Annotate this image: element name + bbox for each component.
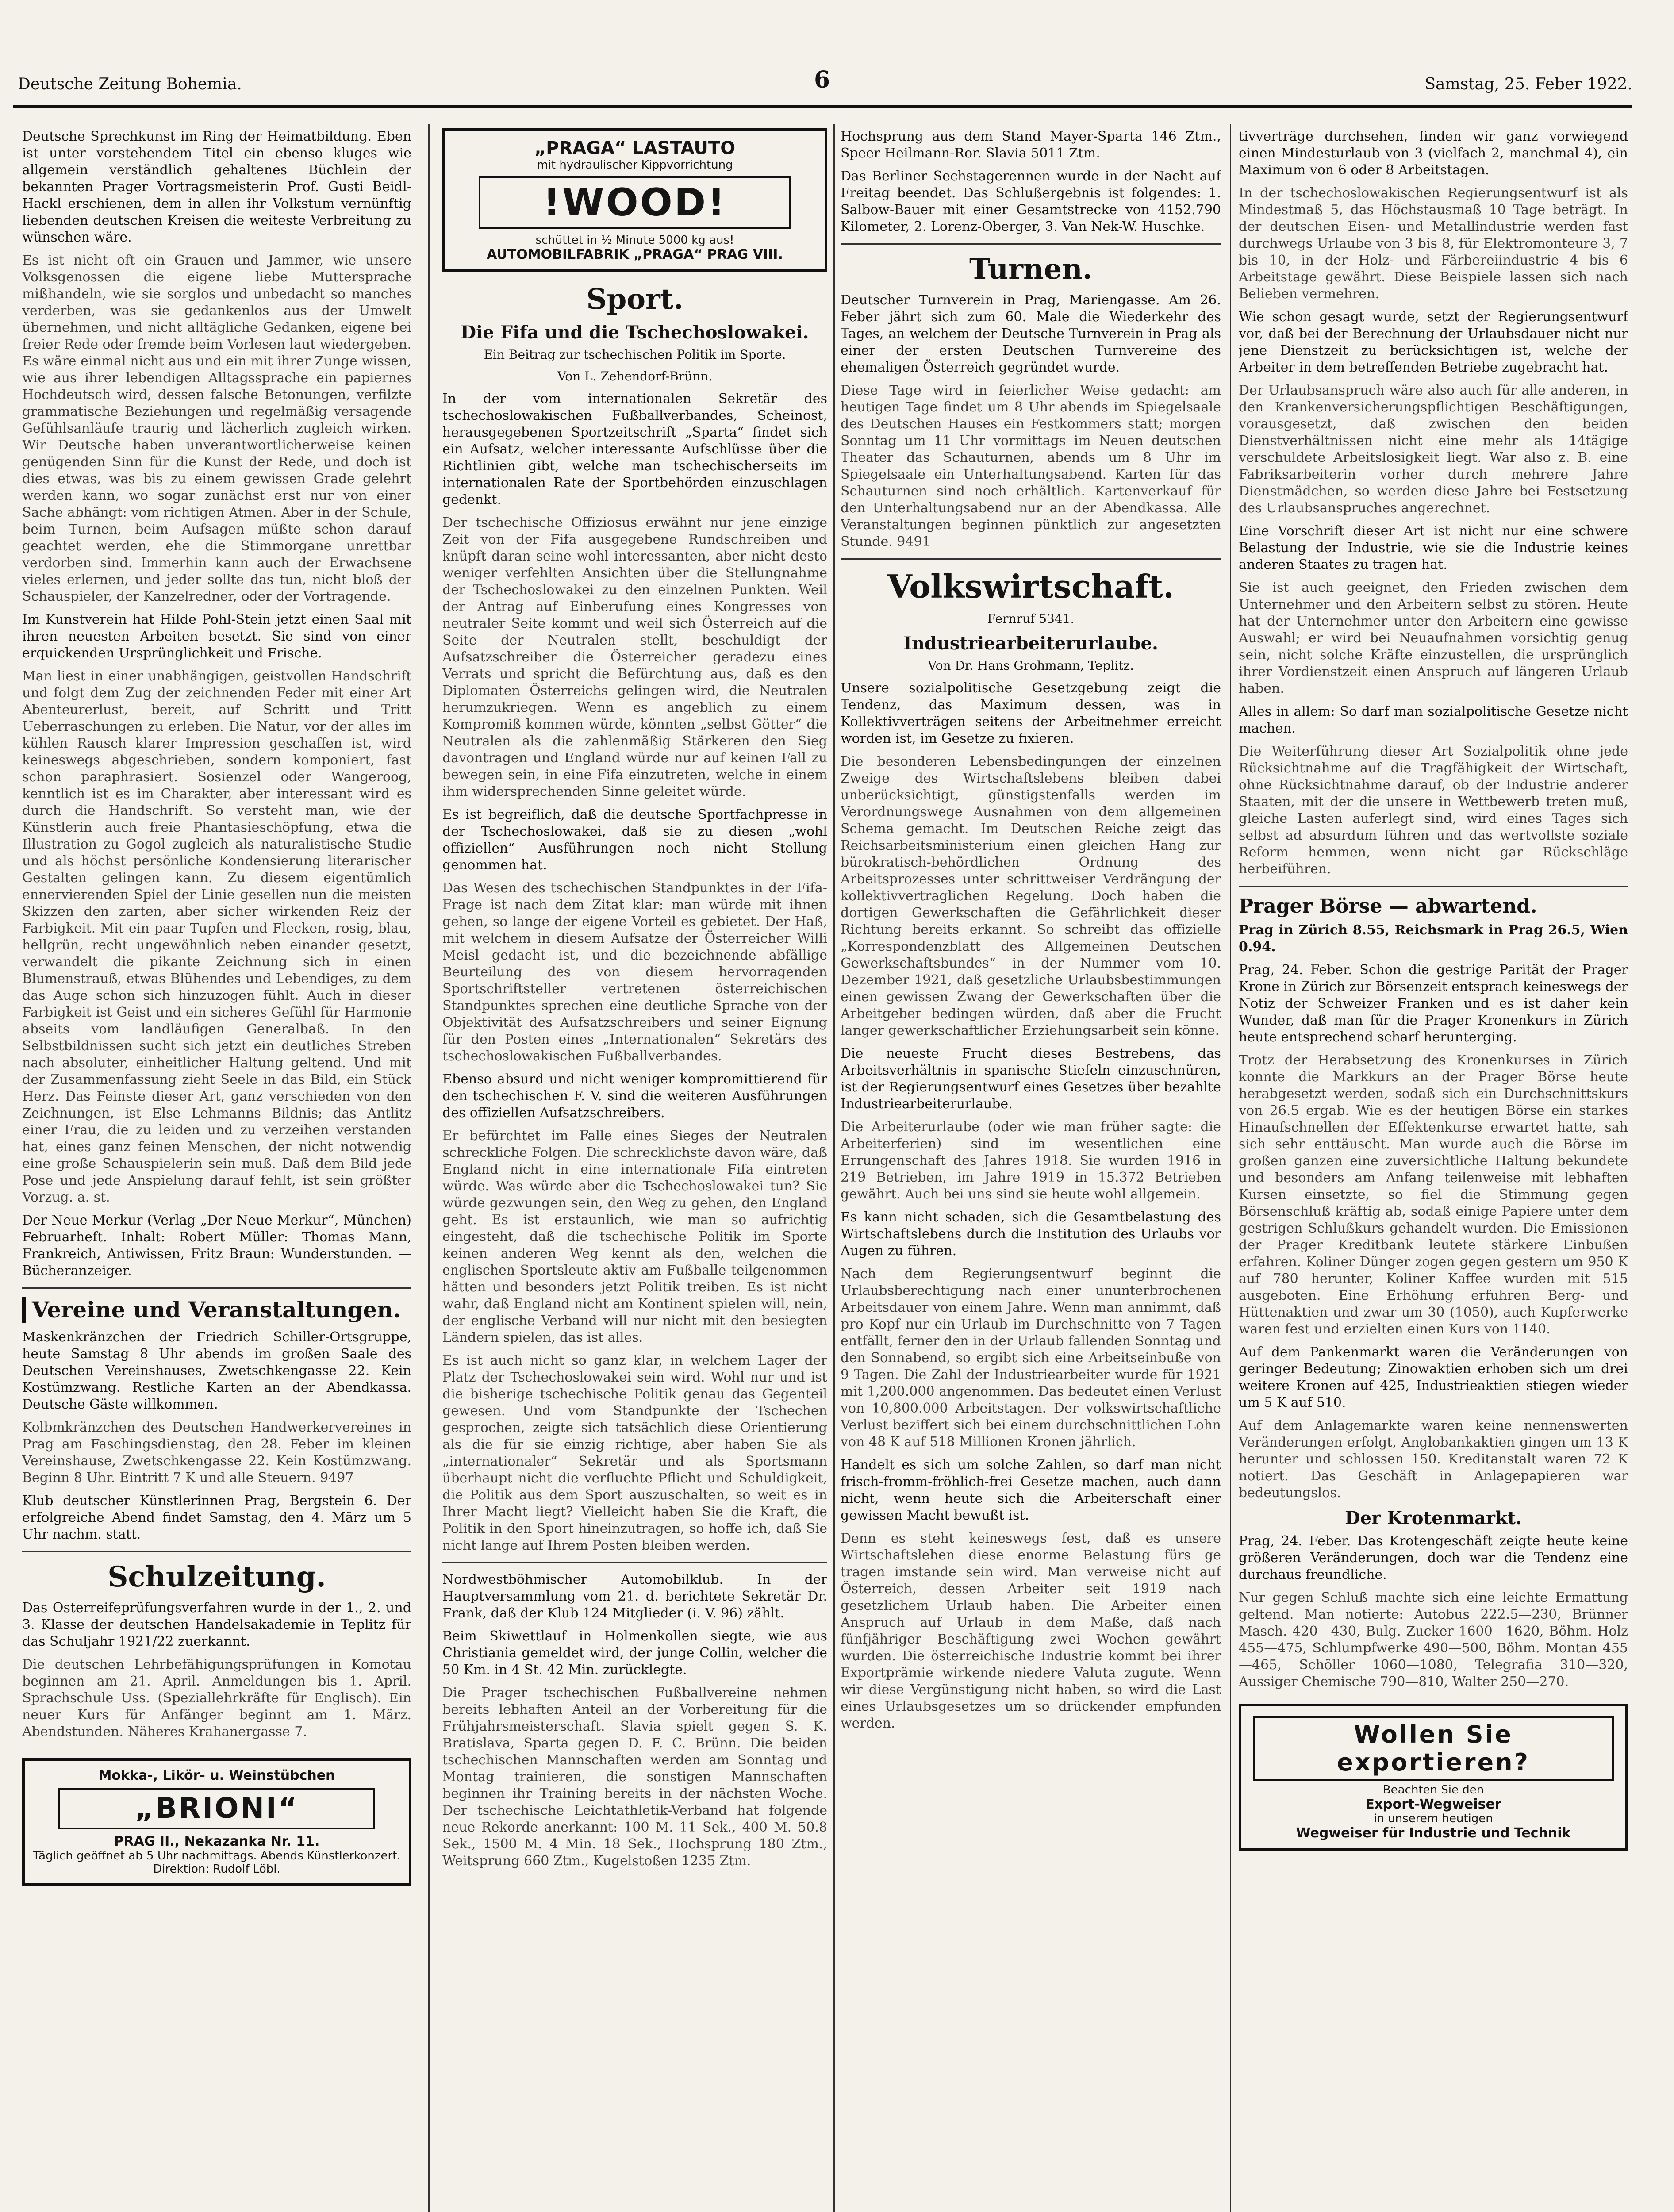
notice-sport-misc: Die Prager tschechischen Fußballvereine nehmen bereits lebhaften Anteil an der Vorbereitung für die Frühjahrsmeisterschaft. Slavia spielt gegen S. K. Bratislava, Sparta gegen D. F. C. Brünn. Die beiden tschechischen Mannschaften werden am Sonntag und Montag trainieren, die sonstigen Mannschaften beginnen ihr Training bereits in der nächsten Woche. Der tschechische Leichtathletik-Verband hat folgende neue Rekorde anerkannt: 100 M. 11 Sek., 400 M. 50.8 Sek., 1500 M. 4 Min. 18 Sek., Hochsprung 180 Ztm., Weitsprung 660 Ztm., Kugelstoßen 1235 Ztm.: [442, 1685, 827, 1869]
ad-praga-title: „PRAGA“ LASTAUTO: [534, 138, 736, 158]
section-head-turnen: Turnen.: [969, 253, 1093, 286]
article-urlaube-byline: Von Dr. Hans Grohmann, Teplitz.: [928, 658, 1134, 673]
article-urlaube-p2: Die neueste Frucht dieses Bestrebens, das Arbeitsverhältnis in spanische Stiefeln einzuschnüren, ist der Regierungsentwurf eines Gesetzes über bezahlte Industriearbeiterurlaube.: [841, 1046, 1221, 1112]
ad-brioni: [22, 1758, 411, 1886]
section-divider: [22, 1287, 411, 1289]
column-divider: [833, 124, 835, 2212]
article-fifa-cont3: Er befürchtet im Falle eines Sieges der Neutralen schreckliche Folgen. Die schrecklichste davon wäre, daß England nicht in eine internationale Fifa eintreten würde. Was würde aber die Tschechoslowakei tun? Sie würde gezwungen sein, den Weg zu gehen, den England geht. Es ist erstaunlich, wie man so aufrichtig eingesteht, daß die tschechische Politik im Sporte keinen anderen Weg kennt als den, welchen die englischen Sportsleute aktiv am Fußballe teilgenommen hätten und besonders jetzt Politik treiben. Es ist nicht wahr, daß England nicht am Kontinent spielen will, nein, der englische Verband will nur nicht mit den besiegten Ländern spielen, das ist alles.: [442, 1128, 827, 1345]
article-kunstverein-cont: Man liest in einer unabhängigen, geistvollen Handschrift und folgt dem Zug der zeichnenden Feder mit einer Art Abenteurerlust, bereit, auf Schritt und Tritt Ueberraschungen zu erleben. Die Natur, vor der alles im kühlen Rausch klarer Impression geschaffen ist, wird keineswegs abgeschrieben, sondern komponiert, fast schon paraphrasiert. Sosienzel oder Wangeroog, kenntlich ist es im Charakter, aber interessant wird es durch die Handschrift. So versteht man, wie der Künstlerin auch freie Phantasieschöpfung, etwa die Illustration zu Gogol zugleich als naturalistische Studie und als höchst persönliche Kondensierung literarischer Gestalten gelingen kann. Zu diesem eigentümlich ennervierenden Spiel der Linie gesellen nun die meisten Skizzen den zarten, aber sicher wirkenden Reiz der Farbigkeit. Mit ein paar Tupfen und Flecken, rosig, blau, hellgrün, recht ungewöhnlich neben einander gesetzt, verwandelt die pikante Zeichnung sich in einen Blumenstrauß, etwas Blühendes und Lebendiges, zu dem das Auge schon sich hinzuzogen fühlt. Auch in dieser Farbigkeit ist Geist und ein sicheres Gefühl für Harmonie abseits vom landläufigen Generalbaß. In den Selbstbildnissen sucht sich jetzt ein deutliches Streben nach absoluter, einheitlicher Haltung geltend. Und mit der Zusammenfassung zieht Seele in das Bild, ein Stück Herz. Das Feinste dieser Art, ganz verschieden von den Zeichnungen, ist Else Lehmanns Bildnis; das Antlitz einer Frau, die zu leiden und zu verzeihen verstanden hat, eines ganz feinen Menschen, der nicht notwendig eine große Schauspielerin sein muß. Daß dem Bild jede Pose und jede Anspielung darauf fehlt, ist sein größter Vorzug. a. st.: [22, 668, 411, 1205]
article-turnverein-cont: Diese Tage wird in feierlicher Weise gedacht: am heutigen Tage findet um 8 Uhr abends im Spiegelsaale des Deutschen Hauses ein Festkommers statt; morgen Sonntag um 11 Uhr vormittags im Neuen deutschen Theater das Schauturnen, abends um 8 Uhr im Spiegelsaale ein Unterhaltungsabend. Karten für das Schauturnen sind noch erhältlich. Kartenverkauf für den Unterhaltungsabend nur an der Abendkassa. Alle Veranstaltungen beginnen pünktlich zur angesetzten Stunde. 9491: [841, 383, 1221, 549]
notice-komotau: Die deutschen Lehrbefähigungsprüfungen in Komotau beginnen am 21. April. Anmeldungen bis 1. April. Sprachschule Uss. (Speziallehrkräfte für Englisch). Ein neuer Kurs für Anfänger beginnt am 1. März. Abendstunden. Näheres Krahanergasse 7.: [22, 1657, 411, 1740]
article-kunstverein: Im Kunstverein hat Hilde Pohl-Stein jetzt einen Saal mit ihren neuesten Arbeiten besetzt. Sie sind von einer erquickenden Ursprünglichkeit und Frische.: [22, 612, 411, 661]
article-boerse-lead: Prag in Zürich 8.55, Reichsmark in Prag 26.5, Wien 0.94.: [1239, 922, 1628, 955]
article-turnverein: Deutscher Turnverein in Prag, Mariengasse. Am 26. Feber jährt sich zum 60. Male die Wiederkehr des Tages, an welchem der Deutsche Turnverein in Prag als einer der ersten Deutschen Turnvereine des ehemaligen Österreich gegründet wurde.: [841, 292, 1221, 375]
article-fifa-byline: Von L. Zehendorf-Brünn.: [557, 369, 713, 384]
ad-export-l4: in unserem heutigen: [1374, 1812, 1493, 1825]
article-urlaube-p8: Alles in allem: So darf man sozialpolitische Gesetze nicht machen.: [1239, 704, 1628, 736]
header-rule: [13, 105, 1632, 108]
article-urlaube-p6: Wie schon gesagt wurde, setzt der Regierungsentwurf vor, daß bei der Berechnung der Urlaubsdauer nicht nur jene Dienstzeit zu berücksichtigen ist, welche der Arbeiter in dem betreffenden Betriebe zugebracht hat.: [1239, 309, 1628, 375]
section-divider: [841, 243, 1221, 245]
article-fifa-cont4: Es ist auch nicht so ganz klar, in welchem Lager der Platz der Tschechoslowakei sein wird. Wohl nur und ist die bisherige tschechische Politik genau das Gegenteil gewesen. Und vom Standpunkte der Tschechen gesprochen, zeigte sich tatsächlich diese Orientierung als die für sie einzig richtige, aber haben Sie als „internationaler“ Sekretär und als Sportsmann überhaupt nicht die verfluchte Pflicht und Schuldigkeit, die Politik aus dem Sport auszuschalten, so weit es in Ihrer Macht liegt? Vielleicht haben Sie die Kraft, die Politik in den Sport hineinzutragen, so hoffe ich, daß Sie nicht lange auf Ihrem Posten bleiben werden.: [442, 1353, 827, 1553]
ad-brioni-address: PRAG II., Nekazanka Nr. 11.: [114, 1834, 320, 1849]
article-urlaube-cont8: Die Weiterführung dieser Art Sozialpolitik ohne jede Rücksichtnahme auf die Tragfähigkeit der Wirtschaft, ohne Rücksichtnahme darauf, ob der Industrie anderer Staaten, mit der die unsere in Wettbewerb treten muß, gleiche Lasten auferlegt sind, wird eines Tages sich selbst ad absurdum führen und das wertvollste soziale Reform hemmen, wenn nicht gar Rückschläge herbeiführen.: [1239, 744, 1628, 877]
ad-praga-claim: schüttet in ½ Minute 5000 kg aus!: [535, 234, 734, 247]
article-urlaube-p5: tivverträge durchsehen, finden wir ganz vorwiegend einen Mindesturlaub von 3 (vielfach 2, manchmal 4), ein Maximum von 6 oder 8 Arbeitstagen.: [1239, 129, 1628, 178]
ad-praga-subtitle: mit hydraulischer Kippvorrichtung: [537, 158, 733, 172]
article-urlaube-p7: Eine Vorschrift dieser Art ist nicht nur eine schwere Belastung der Industrie, wie sie die Industrie keines anderen Staates zu tragen hat.: [1239, 523, 1628, 572]
section-divider: [442, 1562, 827, 1563]
notice-handelsakademie: Das Osterreifeprüfungsverfahren wurde in der 1., 2. und 3. Klasse der deutschen Handelsakademie in Teplitz für das Schuljahr 1921/22 zuerkannt.: [22, 1600, 411, 1649]
column-1: [22, 128, 411, 2212]
column-2: [442, 128, 827, 2212]
masthead-left: Deutsche Zeitung Bohemia.: [18, 75, 242, 93]
article-krone-title: Der Krotenmarkt.: [1344, 1508, 1522, 1528]
notice-kuenstlerinnen: Klub deutscher Künstlerinnen Prag, Bergstein 6. Der erfolgreiche Abend findet Samstag, den 4. März um 5 Uhr nachm. statt.: [22, 1493, 411, 1542]
article-fifa-p1: In der vom internationalen Sekretär des tschechoslowakischen Fußballverbandes, Scheinost, herausgegebenen Sportzeitschrift „Sparta“ findet sich ein Aufsatz, welcher interessante Aufschlüsse über die Richtlinien gibt, welche man tschechischerseits im internationalen Rate der Sportbehörden einzuschlagen gedenkt.: [442, 391, 827, 507]
article-boerse-title: Prager Börse — abwartend.: [1239, 895, 1537, 918]
section-divider: [1239, 886, 1628, 887]
article-hochsprung: Hochsprung aus dem Stand Mayer-Sparta 146 Ztm., Speer Heilmann-Ror. Slavia 5011 Ztm.: [841, 129, 1221, 161]
column-divider: [1230, 124, 1231, 2212]
article-urlaube-p4: Handelt es sich um solche Zahlen, so darf man nicht frisch-fromm-fröhlich-frei Gesetze machen, auch dann nicht, wenn heute sich die Arbeiterschaft einer gewissen Macht bewußt ist.: [841, 1457, 1221, 1523]
article-sprechkunst-cont: Es ist nicht oft ein Grauen und Jammer, wie unsere Volksgenossen die eigene liebe Muttersprache mißhandeln, wie sie sorglos und unbedacht so manches verderben, was sie gedankenlos aus der Umwelt übernehmen, und nicht alltägliche Gedanken, eigene bei freier Rede oder fremde beim Vorlesen laut wiedergeben. Es wäre einmal nicht aus und ein mit ihrer Zunge wissen, wie aus ihrer lebendigen Alltagssprache ein papiernes Hochdeutsch wird, dessen falsche Betonungen, verfilzte grammatische Beziehungen und regelmäßig versagende Gefühlsanläufe traurig und lächerlich zugleich wirken. Wir Deutsche haben unverantwortlicherweise keinen genügenden Sinn für die Kunst der Rede, und doch ist dies etwas, was bis zu einem gewissen Grade gelehrt werden kann, wo sogar zunächst erst nur von einer Sache abhängt: vom richtigen Atmen. Aber in der Schule, beim Turnen, beim Aufsagen müßte schon darauf geachtet werden, ehe die Stimmorgane unrettbar verdorben sind. Immerhin kann auch der Erwachsene vieles erlernen, und jeder sollte das tun, nicht bloß der Schauspieler, der Kanzelredner, oder der Vortragende.: [22, 253, 411, 604]
ad-praga-wood: !WOOD!: [479, 176, 791, 229]
article-urlaube-title: Industriearbeiterurlaube.: [903, 633, 1158, 654]
section-head-vereine: Vereine und Veranstaltungen.: [22, 1297, 411, 1323]
notice-maskenkraenzchen: Maskenkränzchen der Friedrich Schiller-Ortsgruppe, heute Samstag 8 Uhr abends im großen Saale des Deutschen Vereinshauses, Zwetschkengasse 22. Kein Kostümzwang. Restliche Karten an der Abendkassa. Deutsche Gäste willkommen.: [22, 1329, 411, 1412]
article-urlaube-cont2: Die Arbeiterurlaube (oder wie man früher sagte: die Arbeiterferien) sind im wesentlichen eine Errungenschaft des Jahres 1918. Sie wurden 1916 in 219 Betrieben, im Jahre 1919 in 15.372 Betrieben gewährt. Auch bei uns sind sie heute wohl allgemein.: [841, 1119, 1221, 1202]
notice-automobilklub: Nordwestböhmischer Automobilklub. In der Hauptversammlung vom 21. d. berichtete Sekretär Dr. Frank, daß der Klub 124 Mitglieder (i. V. 96) zählt.: [442, 1572, 827, 1621]
ad-brioni-info: Täglich geöffnet ab 5 Uhr nachmittags. Abends Künstlerkonzert. Direktion: Rudolf Löbl.: [33, 1849, 401, 1876]
article-boerse-p2: Auf dem Pankenmarkt waren die Veränderungen von geringer Bedeutung; Zinowaktien erhoben sich um drei weitere Kronen auf 425, Industrieaktien stiegen wieder um 5 K auf 510.: [1239, 1344, 1628, 1410]
section-divider: [841, 558, 1221, 560]
article-urlaube-cont7: Sie ist auch geeignet, den Frieden zwischen dem Unternehmer und den Arbeitern selbst zu stören. Heute hat der Unternehmer unter den Arbeitern eine gewisse Auswahl; er wird bei Neuaufnahmen vorsichtig genug sein, nicht solche Kräfte einzustellen, die ursprünglich ihrer Vordienstzeit einen Anspruch auf längeren Urlaub haben.: [1239, 580, 1628, 696]
article-boerse-p1: Prag, 24. Feber. Schon die gestrige Parität der Prager Krone in Zürich zur Börsenzeit entsprach keineswegs der Notiz der Schweizer Franken und es ist daher kein Wunder, daß man für die Prager Kronenkurs in Zürich heute entsprechend scharf herunterging.: [1239, 962, 1628, 1045]
article-boerse-cont2: Auf dem Anlagemarkte waren keine nennenswerten Veränderungen erfolgt, Anglobankaktien gingen um 13 K herunter und schlossen 150. Kreditanstalt waren 72 K notiert. Das Geschäft in Anlagepapieren war bedeutungslos.: [1239, 1418, 1628, 1501]
notice-holmenkollen: Beim Skiwettlauf in Holmenkollen siegte, wie aus Christiania gemeldet wird, der junge Collin, welcher die 50 Km. in 4 St. 42 Min. zurücklegte.: [442, 1628, 827, 1678]
section-head-sport: Sport.: [586, 283, 683, 316]
issue-date: Samstag, 25. Feber 1922.: [1424, 75, 1632, 93]
column-3: [841, 128, 1221, 2212]
article-krone-cont1: Nur gegen Schluß machte sich eine leichte Ermattung geltend. Man notierte: Autobus 222.5—230, Brünner Masch. 420—430, Bulg. Zucker 1600—1620, Böhm. Holz 455—475, Schlumpfwerke 490—500, Böhm. Montan 455—465, Schöller 1060—1080, Telegrafia 310—320, Aussiger Chemische 790—810, Walter 250—270.: [1239, 1590, 1628, 1690]
article-fifa-cont1: Der tschechische Offiziosus erwähnt nur jene einzige Zeit von der Fifa ausgegebene Rundschreiben und knüpft daran seine wohl interessanten, aber nicht desto weniger verfehlten Ansichten über die Stellungnahme der Tschechoslowakei zu den einzelnen Punkten. Weil der Antrag auf Einberufung eines Kongresses von neutraler Seite kommt und weil sich Österreich auf die Seite der Neutralen stellt, beschuldigt der Aufsatzschreiber die Österreicher geradezu eines Verrats und spricht die Befürchtung aus, daß es den Diplomaten Österreichs gelingen wird, die Neutralen herumzukriegen. Wenn es angeblich zu einem Kompromiß kommen würde, könnten „selbst Götter“ die Neutralen als die zahlenmäßig Stärkeren den Sieg davontragen und England würde nur auf keinen Fall zu bewegen sein, in eine Fifa einzutreten, welche in einem ihm widersprechenden Sinne geleitet würde.: [442, 515, 827, 799]
ad-export-l2: Beachten Sie den: [1382, 1783, 1484, 1797]
ad-export-headline: Wollen Sie exportieren?: [1253, 1716, 1614, 1781]
article-urlaube-cont6: Der Urlaubsanspruch wäre also auch für alle anderen, in den Krankenversicherungspflichtigen Beschäftigungen, vorausgesetzt, daß zwischen den beiden Dienstverhältnissen nicht eine mehr als 14tägige verschuldete Arbeitslosigkeit liegt. War also z. B. eine Fabriksarbeiterin vorher durch mehrere Jahre Dienstmädchen, so werden diese Jahre bei Festsetzung des Urlaubsanspruches angerechnet.: [1239, 383, 1628, 516]
article-sprechkunst: Deutsche Sprechkunst im Ring der Heimatbildung. Eben ist unter vorstehendem Titel ein ebenso kluges wie allgemein verständlich gehaltenes Büchlein der bekannten Prager Vortragsmeisterin Prof. Gusti Beidl-Hackl erschienen, dem in allen ihr Volkstum vernünftig liebenden deutschen Kreisen die weiteste Verbreitung zu wünschen wäre.: [22, 129, 411, 245]
article-fifa-title: Die Fifa und die Tschechoslowakei.: [461, 322, 809, 343]
article-urlaube-p3: Es kann nicht schaden, sich die Gesamtbelastung des Wirtschaftslebens durch die Institution des Urlaubs vor Augen zu führen.: [841, 1210, 1221, 1259]
column-divider: [428, 124, 430, 2212]
ad-export-l5: Wegweiser für Industrie und Technik: [1296, 1825, 1571, 1841]
article-urlaube-cont3: Nach dem Regierungsentwurf beginnt die Urlaubsberechtigung nach einer ununterbrochenen Arbeitsdauer von einem Jahre. Wenn man annimmt, daß pro Kopf nur ein Urlaub im Durchschnitte von 7 Tagen entfällt, ferner den in der Urlaub fallenden Sonntag und den Sonnabend, so ergibt sich eine Arbeitseinbuße von 9 Tagen. Die Zahl der Industriearbeiter wurde für 1921 mit 1,200.000 angenommen. Das bedeutet einen Verlust von 10,800.000 Arbeitstagen. Der volkswirtschaftliche Verlust beziffert sich bei einem durchschnittlichen Lohn von 48 K auf 518 Millionen Kronen jährlich.: [841, 1266, 1221, 1450]
article-urlaube-cont5: In der tschechoslowakischen Regierungsentwurf ist als Mindestmaß 5, das Höchstausmaß 10 Tage beträgt. In der deutschen Eisen- und Metallindustrie werden fast durchwegs Urlaube von 3 bis 8, für Elektromonteure 3, 7 bis 10, in der Holz- und Färbereiindustrie 4 bis 6 Arbeitstage gewährt. Diese Beispiele lassen sich nach Belieben vermehren.: [1239, 185, 1628, 302]
ad-export-wegweiser: [1239, 1704, 1628, 1851]
article-fifa-p2: Es ist begreiflich, daß die deutsche Sportfachpresse in der Tschechoslowakei, daß sie zu diesen „wohl offiziellen“ Ausführungen noch nicht Stellung genommen hat.: [442, 807, 827, 873]
article-urlaube-cont1: Die besonderen Lebensbedingungen der einzelnen Zweige des Wirtschaftslebens bleiben dabei unberücksichtigt, günstigstenfalls werden im Verordnungswege Ausnahmen von dem allgemeinen Schema gemacht. Im Deutschen Reiche zeigt das Reichsarbeitsministerium einen gleichen Hang zur bürokratisch-behördlichen Ordnung des Arbeitsprozesses unter schrittweiser Verdrängung der kollektivvertraglichen Regelung. Doch haben die dortigen Gewerkschaften die Gefährlichkeit dieser Richtung bereits erkannt. So schreibt das offizielle „Korrespondenzblatt des Allgemeinen Deutschen Gewerkschaftsbundes“ in der Nummer vom 10. Dezember 1921, daß gesetzliche Urlaubsbestimmungen einen gewissen Zwang der Gewerkschaften über die Arbeitgeber bedingen würden, daß aber die Frucht langer gewerkschaftlicher Erziehungsarbeit sein könne.: [841, 754, 1221, 1038]
article-boerse-cont1: Trotz der Herabsetzung des Kronenkurses in Zürich konnte die Markkurs an der Prager Börse heute herabgesetzt werden, sodaß sich ein Durchschnittskurs von 26.5 ergab. Wie es der heutigen Börse ein starkes Hinaufschnellen der Effektenkurse erwartet hatte, sah sich sehr enttäuscht. Man wurde auch die Börse im großen ganzen eine zuversichtliche Haltung bekundete und besonders am Anfang teilenweise mit lebhaften Kursen einsetzte, so fiel die Stimmung gegen Börsenschluß kräftig ab, sodaß einige Papiere unter dem gestrigen Schlußkurs gehandelt wurden. Die Emissionen der Prager Kreditbank leutete stärkere Einbußen erfahren. Koliner Dünger zogen gegen gestern um 950 K auf 780 herunter, Koliner Kaffee wurden mit 515 ausgeboten. Eine Erhöhung erfuhren Berg- und Hüttenaktien und zwar um 30 (1050), auch Kupferwerke waren fest und erzielten einen Kurs von 1140.: [1239, 1052, 1628, 1337]
article-urlaube-p1: Unsere sozialpolitische Gesetzgebung zeigt die Tendenz, das Maximum dessen, was in Kollektivverträgen seitens der Arbeitnehmer erreicht worden ist, im Gesetze zu fixieren.: [841, 680, 1221, 746]
section-divider: [22, 1551, 411, 1552]
article-fifa-cont2: Das Wesen des tschechischen Standpunktes in der Fifa-Frage ist nach dem Zitat klar: man würde mit ihnen gehen, so lange der eigene Vorteil es gebietet. Der Haß, mit welchem in diesem Aufsatze der Österreicher Willi Meisl gedacht ist, und die bezeichnende abfällige Beurteilung des von diesem hervorragenden Sportschriftsteller vertretenen österreichischen Standpunktes sprechen eine deutliche Sprache von der Objektivität des Aufsatzschreibers und seiner Eignung für den Posten eines „Internationalen“ Sekretärs des tschechoslowakischen Fußballverbandes.: [442, 880, 827, 1064]
notice-handwerker: Kolbmkränzchen des Deutschen Handwerkervereines in Prag am Faschingsdienstag, den 28. Feber im kleinen Vereinshause, Zwetschkengasse 22. Kein Kostümzwang. Beginn 8 Uhr. Eintritt 7 K und alle Steuern. 9497: [22, 1420, 411, 1486]
article-krone-p1: Prag, 24. Feber. Das Krotengeschäft zeigte heute keine größeren Veränderungen, doch war die Tendenz eine durchaus freundliche.: [1239, 1533, 1628, 1582]
column-4: [1239, 128, 1628, 2212]
article-sechstagerennen: Das Berliner Sechstagerennen wurde in der Nacht auf Freitag beendet. Das Schlußergebnis ist folgendes: 1. Salbow-Bauer mit einer Gesamtstrecke von 4152.790 Kilometer, 2. Lorenz-Oberger, 3. Van Nek-W. Huschke.: [841, 169, 1221, 234]
section-head-schulzeitung: Schulzeitung.: [108, 1560, 326, 1594]
ad-praga-maker: AUTOMOBILFABRIK „PRAGA“ PRAG VIII.: [487, 247, 783, 262]
volkswirtschaft-phone: Fernruf 5341.: [987, 611, 1075, 626]
section-head-volkswirtschaft: Volkswirtschaft.: [887, 568, 1175, 605]
ad-praga-lastauto: [442, 128, 827, 272]
page-header: [18, 66, 1632, 102]
article-fifa-subtitle: Ein Beitrag zur tschechischen Politik im Sporte.: [484, 347, 786, 362]
article-neue-merkur: Der Neue Merkur (Verlag „Der Neue Merkur“, München) Februarheft. Inhalt: Robert Müller: Thomas Mann, Frankreich, Antiwissen, Fritz Braun: Wunderstunden. — Bücheranzeiger.: [22, 1213, 411, 1279]
article-fifa-p3: Ebenso absurd und nicht weniger kompromittierend für den tschechischen F. V. sind die weiteren Ausführungen des offiziellen Aufsatzschreibers.: [442, 1071, 827, 1121]
ad-brioni-tagline: Mokka-, Likör- u. Weinstübchen: [98, 1768, 335, 1783]
ad-brioni-name: „BRIONI“: [58, 1788, 375, 1829]
page-number: 6: [814, 66, 830, 93]
ad-export-l3: Export-Wegweiser: [1365, 1797, 1501, 1812]
article-urlaube-cont4: Denn es steht keineswegs fest, daß es unsere Wirtschaftslehen diese enorme Belastung fürs ge tragen imstande sein wird. Man verweise nicht auf Österreich, dessen Arbeiter seit 1919 nach gesetzlichem Urlaub haben. Die Arbeiter einen Anspruch auf Urlaub in dem Maße, daß nach fünfjähriger Beschäftigung zwei Wochen gewährt wurden. Die österreichische Industrie kommt bei ihrer Exportprämie wirkende niedere Valuta zugute. Wenn wir diese Vergünstigung nicht haben, so wird die Last eines Urlaubsgesetzes um so drückender empfunden werden.: [841, 1531, 1221, 1731]
